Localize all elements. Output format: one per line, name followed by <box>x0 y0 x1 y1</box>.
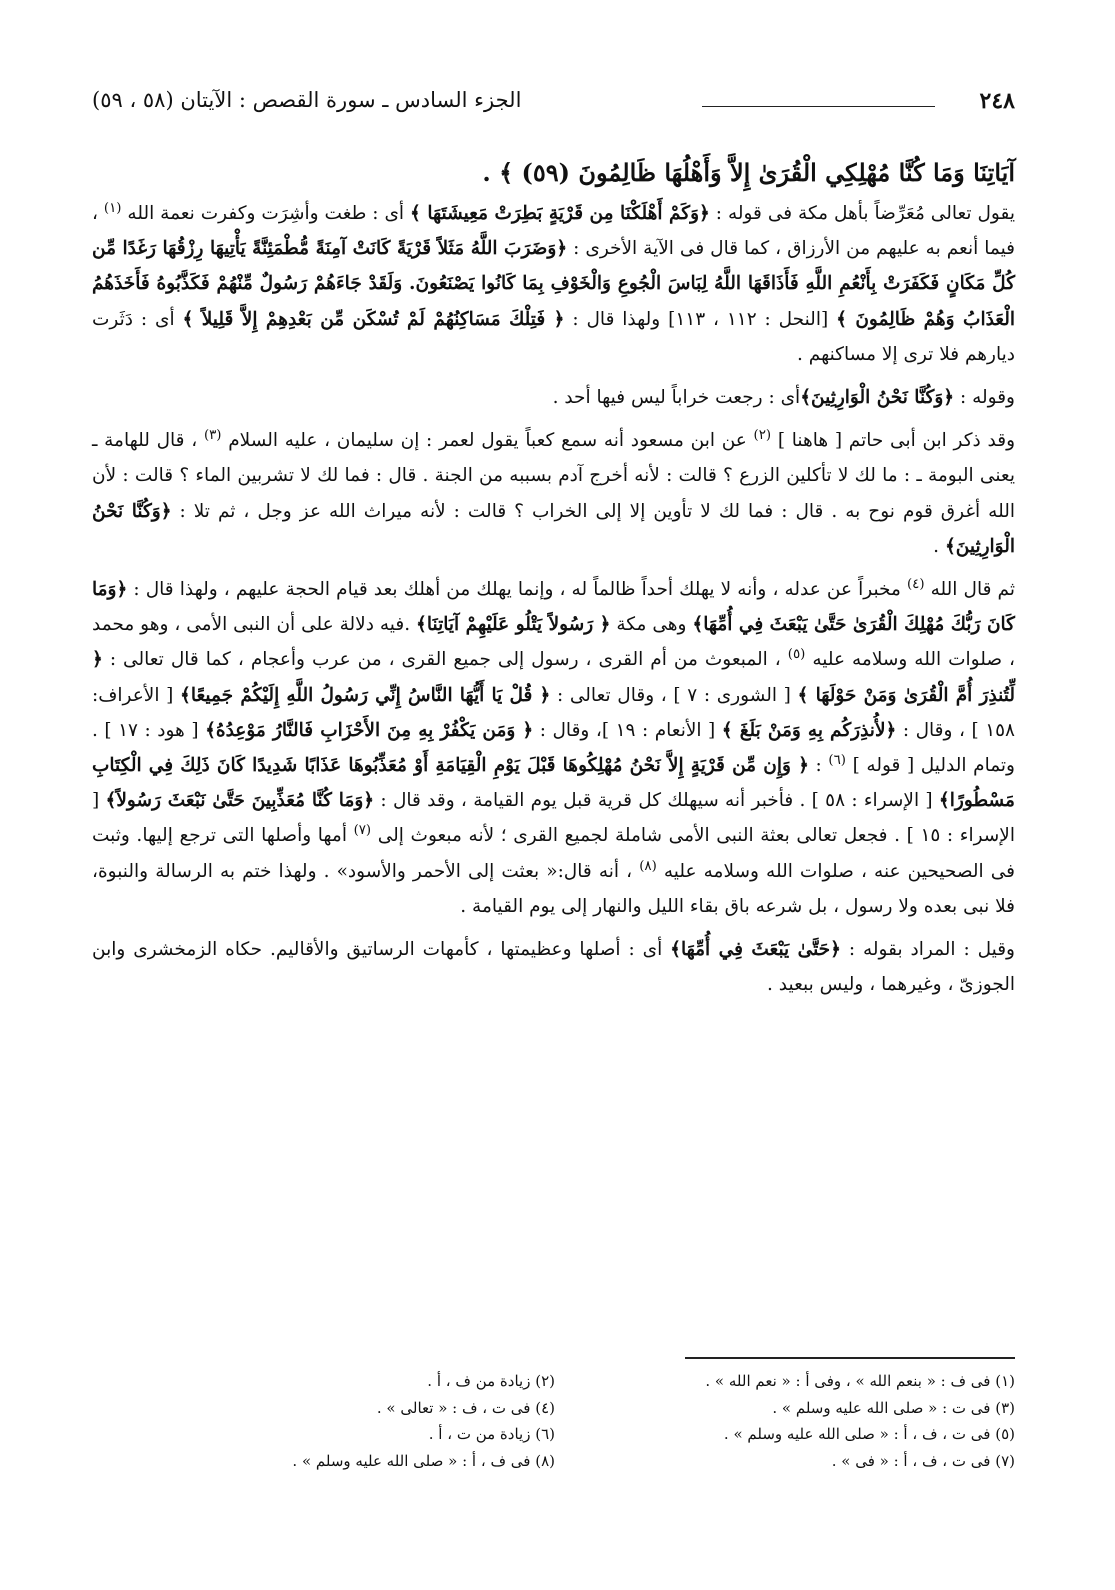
text-run: أى : رجعت خراباً ليس فيها أحد . <box>552 387 801 409</box>
text-run: [ الإسراء : ١٥ ] . فجعل تعالى بعثة النبى الأمى شاملة لجميع القرى ؛ لأنه مبعوث إلى <box>92 790 1015 847</box>
footnote: (٨) فى ف ، أ : « صلى الله عليه وسلم » . <box>292 1451 555 1470</box>
paragraph <box>92 380 1015 415</box>
footnote: (٣) فى ت : « صلى الله عليه وسلم » . <box>772 1398 1015 1417</box>
footnote: (١) فى ف : « بنعم الله » ، وفى أ : « نعم الله » . <box>705 1372 1015 1390</box>
quran-quote: ﴿ قُلْ يَا أَيُّهَا النَّاسُ إِنِّي رَسُولُ اللَّهِ إِلَيْكُمْ جَمِيعًا﴾ <box>180 684 551 706</box>
text-run: [ الإسراء : ٥٨ ] . فأخبر أنه سيهلك كل قرية قبل يوم القيامة ، وقد قال : <box>374 790 939 812</box>
text-run: ، قال للهامة ـ يعنى البومة ـ : ما لك لا تأكلين الزرع ؟ قالت : لأنه أخرج آدم بسببه من الجنة . قال : فما لك لا تشربين الماء ؟ قالت : لأن الله أغرق قوم نوح به . قال : فما لك لا تأوين إلا إلى الخراب ؟ قالت : لأنه ميراث الله عز وجل ، ثم تلا : <box>92 430 1015 522</box>
footnote: (٥) فى ت ، ف ، أ : « صلى الله عليه وسلم » . <box>723 1425 1015 1443</box>
quran-quote: ﴿وَمَا كَانَ رَبُّكَ مُهْلِكَ الْقُرَىٰ حَتَّىٰ يَبْعَثَ فِي أُمِّهَا﴾ <box>92 579 1015 636</box>
page-number: ٢٤٨ <box>979 88 1015 114</box>
text-run: : <box>808 755 829 777</box>
text-run: [النحل : ١١٢ ، ١١٣] ولهذا قال : <box>564 308 837 330</box>
footnote-marker: (٥) <box>787 647 806 663</box>
footnotes-right-column <box>585 1368 1015 1474</box>
verse-line: آيَاتِنَا وَمَا كُنَّا مُهْلِكِي الْقُرَىٰ إِلاَّ وَأَهْلُهَا ظَالِمُونَ (٥٩) ﴾ . <box>482 158 1015 187</box>
text-run: وقوله : <box>954 387 1015 409</box>
text-run: [ الشورى : ٧ ] ، وقال تعالى : <box>550 684 798 706</box>
paragraph <box>92 932 1015 1002</box>
footnote-marker: (٣) <box>203 428 222 444</box>
text-run: يقول تعالى مُعَرِّضاً بأهل مكة فى قوله : <box>709 203 1015 224</box>
text-run: عن ابن مسعود أنه سمع كعباً يقول لعمر : إن سليمان ، عليه السلام <box>221 430 754 452</box>
quran-quote: ﴿ وَإِن مِّن قَرْيَةٍ إِلاَّ نَحْنُ مُهْلِكُوهَا قَبْلَ يَوْمِ الْقِيَامَةِ أَوْ مُعَذِّبُوهَا عَذَابًا شَدِيدًا كَانَ ذَلِكَ فِي الْكِتَابِ مَسْطُورًا﴾ <box>92 755 1015 812</box>
footnote: (٧) فى ت ، ف ، أ : « فى » . <box>831 1451 1015 1470</box>
text-run: [ الأعراف: ١٥٨ ] ، وقال : <box>92 684 1015 741</box>
footnote: (٦) زيادة من ت ، أ . <box>428 1425 555 1443</box>
footnote-marker: (٨) <box>639 858 657 874</box>
quran-quote: ﴿وَكَمْ أَهْلَكْنَا مِن قَرْيَةٍ بَطِرَتْ مَعِيشَتَهَا ﴾ <box>410 203 710 224</box>
running-header <box>92 88 1015 128</box>
footnote: (٢) زيادة من ف ، أ . <box>427 1372 555 1390</box>
commentary <box>92 196 1015 1002</box>
text-run: [ هود : ١٧ ] . وتمام الدليل [ قوله ] <box>92 719 1015 777</box>
quran-quote: ﴿وَضَرَبَ اللَّهُ مَثَلاً قَرْيَةً كَانَتْ آمِنَةً مُّطْمَئِنَّةً يَأْتِيهَا رِزْقُهَا رَغَدًا مِّن كُلِّ مَكَانٍ فَكَفَرَتْ بِأَنْعُمِ اللَّهِ فَأَذَاقَهَا اللَّهُ لِبَاسَ الْجُوعِ وَالْخَوْفِ بِمَا كَانُوا يَصْنَعُونَ. وَلَقَدْ جَاءَهُمْ رَسُولٌ مِّنْهُمْ فَكَذَّبُوهُ فَأَخَذَهُمُ الْعَذَابُ وَهُمْ ظَالِمُونَ ﴾ <box>92 238 1016 330</box>
text-run: أى : دَثَرت ديارهم فلا ترى إلا مساكنهم . <box>92 308 1015 365</box>
quran-quote: ﴿ لِّتُنذِرَ أُمَّ الْقُرَىٰ وَمَنْ حَوْلَهَا ﴾ <box>92 649 1015 706</box>
quran-quote: ﴿ وَمَن يَكْفُرْ بِهِ مِنَ الأَحْزَابِ فَالنَّارُ مَوْعِدُهُ﴾ <box>205 719 534 741</box>
footnote-marker: (٦) <box>828 752 846 768</box>
footnote-marker: (٧) <box>353 823 372 839</box>
text-run: وقد ذكر ابن أبى حاتم [ هاهنا ] <box>771 430 1016 452</box>
text-run: وقيل : المراد بقوله : <box>840 939 1015 961</box>
paragraph <box>92 196 1015 372</box>
footnote-marker: (٢) <box>753 428 772 444</box>
quran-quote: ﴿ فَتِلْكَ مَسَاكِنُهُمْ لَمْ تُسْكَن مِّن بَعْدِهِمْ إِلاَّ قَلِيلاً ﴾ <box>182 308 565 330</box>
text-run: .فيه دلالة على أن النبى الأمى ، وهو محمد ، صلوات الله وسلامه عليه <box>92 614 1015 671</box>
text-run: مخبراً عن عدله ، وأنه لا يهلك أحداً ظالماً له ، وإنما يهلك من أهلك بعد قيام الحجة عليهم ، ولهذا قال : <box>127 579 907 601</box>
text-run: أى : طغت وأشِرَت وكفرت نعمة الله <box>121 203 410 224</box>
quran-quote: ﴿وَكُنَّا نَحْنُ الْوَارِثِينَ﴾ <box>92 500 1015 557</box>
footnote-rule <box>685 1357 1015 1359</box>
text-run: [ الأنعام : ١٩ ]، وقال : <box>533 719 722 741</box>
text-run: . <box>933 535 945 557</box>
text-run: ثم قال الله <box>924 579 1015 601</box>
quran-quote: ﴿وَمَا كُنَّا مُعَذِّبِينَ حَتَّىٰ نَبْعَثَ رَسُولاً﴾ <box>105 790 375 812</box>
paragraph <box>92 423 1015 564</box>
text-run: أمها وأصلها التى ترجع إليها. وثبت فى الصحيحين عنه ، صلوات الله وسلامه عليه <box>92 825 1015 882</box>
footnotes-left-column <box>125 1368 555 1474</box>
quran-quote: ﴿حَتَّىٰ يَبْعَثَ فِي أُمِّهَا﴾ <box>670 939 841 961</box>
main-text <box>92 150 1015 1002</box>
text-run: ، فيما أنعم به عليهم من الأرزاق ، كما قال فى الآية الأخرى : <box>92 203 1015 260</box>
text-run: وهى مكة <box>610 614 693 636</box>
quran-quote: ﴿ رَسُولاً يَتْلُو عَلَيْهِمْ آيَاتِنَا﴾ <box>416 614 611 636</box>
quran-quote: ﴿وَكُنَّا نَحْنُ الْوَارِثِينَ﴾ <box>800 387 955 409</box>
text-run: ، المبعوث من أم القرى ، رسول إلى جميع القرى ، من عرب وأعجام ، كما قال تعالى : <box>102 649 788 671</box>
text-run: ، أنه قال:« بعثت إلى الأحمر والأسود» . ولهذا ختم به الرسالة والنبوة، فلا نبى بعده ولا رسول ، بل شرعه باق بقاء الليل والنهار إلى يوم القيامة . <box>92 860 1015 917</box>
text-run: أى : أصلها وعظيمتها ، كأمهات الرساتيق والأقاليم. حكاه الزمخشرى وابن الجوزىّ ، وغيرهما ، وليس ببعيد . <box>92 939 1015 996</box>
footnote: (٤) فى ت ، ف : « تعالى » . <box>376 1398 555 1417</box>
running-title: الجزء السادس ـ سورة القصص : الآيتان (٥٨ ، ٥٩) <box>92 88 522 112</box>
paragraph <box>92 572 1015 924</box>
footnote-marker: (١) <box>103 200 122 216</box>
header-rule <box>702 106 935 107</box>
footnote-marker: (٤) <box>906 576 925 592</box>
quran-quote: ﴿لأُنذِرَكُم بِهِ وَمَنْ بَلَغَ ﴾ <box>721 719 897 741</box>
